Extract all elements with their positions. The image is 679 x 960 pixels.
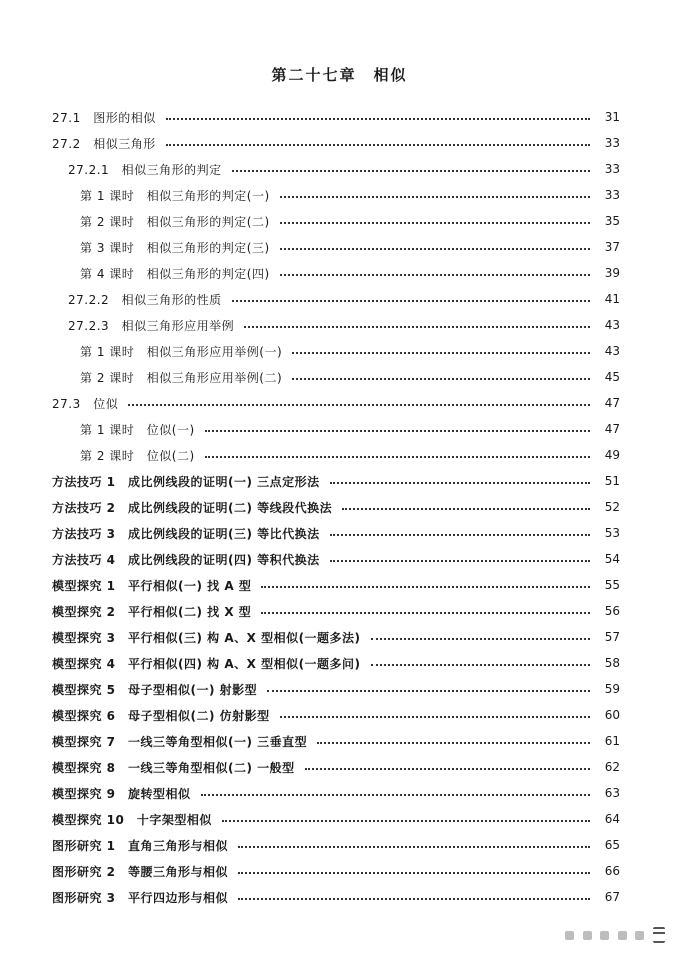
toc-leader-dots [222,820,590,822]
toc-entry-label: 第 2 课时 相似三角形的判定(二) [80,214,270,229]
toc-page-number: 31 [604,110,620,124]
toc-leader-dots [238,846,590,848]
toc-page-number: 62 [604,760,620,774]
thumbnail-icon[interactable] [583,931,592,940]
toc-entry-label: 模型探究 10 十字架型相似 [52,812,212,827]
toc-entry[interactable] [52,624,620,650]
toc-page-number: 35 [604,214,620,228]
toc-entry[interactable] [52,598,620,624]
toc-entry[interactable] [52,338,620,364]
toc-leader-dots [232,170,590,172]
toc-entry[interactable] [52,156,620,182]
toc-entry-label: 图形研究 1 直角三角形与相似 [52,838,229,853]
toc-leader-dots [238,898,590,900]
toc-entry-label: 模型探究 5 母子型相似(一) 射影型 [52,682,258,697]
toc-entry-label: 第 2 课时 相似三角形应用举例(二) [80,370,283,385]
toc-entry[interactable] [52,364,620,390]
toc-entry-label: 模型探究 6 母子型相似(二) 仿射影型 [52,708,270,723]
toc-leader-dots [261,586,590,588]
toc-entry-label: 图形研究 3 平行四边形与相似 [52,890,229,905]
toc-page-number: 67 [604,890,620,904]
thumbnail-icon[interactable] [618,931,627,940]
toc-leader-dots [371,638,590,640]
toc-leader-dots [371,664,590,666]
menu-icon[interactable] [653,927,665,943]
toc-page-number: 43 [604,344,620,358]
thumbnail-icon[interactable] [600,931,609,940]
toc-entry[interactable] [52,286,620,312]
toc-page-number: 56 [604,604,620,618]
toc-leader-dots [205,456,590,458]
toc-entry[interactable] [52,728,620,754]
toc-entry-label: 27.1 图形的相似 [52,110,156,125]
toc-entry[interactable] [52,208,620,234]
toc-entry[interactable] [52,806,620,832]
toc-entry-label: 模型探究 9 旋转型相似 [52,786,191,801]
toc-page-number: 58 [604,656,620,670]
toc-page-number: 54 [604,552,620,566]
toc-entry[interactable] [52,182,620,208]
toc-entry-label: 模型探究 2 平行相似(二) 找 X 型 [52,604,252,619]
toc-page-number: 55 [604,578,620,592]
toc-entry-label: 第 4 课时 相似三角形的判定(四) [80,266,270,281]
toc-entry[interactable] [52,780,620,806]
toc-entry-label: 第 2 课时 位似(二) [80,448,195,463]
toc-entry[interactable] [52,468,620,494]
viewer-toolbar[interactable] [565,924,665,946]
toc-entry[interactable] [52,676,620,702]
toc-leader-dots [205,430,590,432]
toc-entry[interactable] [52,546,620,572]
toc-leader-dots [267,690,590,692]
toc-page-number: 47 [604,396,620,410]
toc-entry[interactable] [52,702,620,728]
toc-page-number: 45 [604,370,620,384]
toc-leader-dots [317,742,590,744]
toc-leader-dots [244,326,590,328]
toc-leader-dots [166,118,590,120]
toc-leader-dots [280,274,590,276]
toc-entry[interactable] [52,858,620,884]
toc-leader-dots [232,300,590,302]
toc-entry-label: 模型探究 3 平行相似(三) 构 A、X 型相似(一题多法) [52,630,361,645]
toc-entry-label: 27.2.2 相似三角形的性质 [68,292,222,307]
toc-leader-dots [280,716,590,718]
toc-leader-dots [261,612,590,614]
toc-page-number: 43 [604,318,620,332]
toc-page-number: 65 [604,838,620,852]
toc-leader-dots [238,872,590,874]
toc-leader-dots [201,794,590,796]
toc-entry[interactable] [52,572,620,598]
toc-entry[interactable] [52,884,620,910]
toc-entry[interactable] [52,130,620,156]
toc-entry[interactable] [52,520,620,546]
toc-page-number: 47 [604,422,620,436]
toc-page-number: 57 [604,630,620,644]
toc-entry-label: 模型探究 7 一线三等角型相似(一) 三垂直型 [52,734,308,749]
toc-page-number: 39 [604,266,620,280]
toc-page-number: 49 [604,448,620,462]
table-of-contents [52,104,620,910]
toc-entry[interactable] [52,260,620,286]
toc-leader-dots [330,534,590,536]
toc-entry-label: 27.2 相似三角形 [52,136,156,151]
toc-page-number: 33 [604,162,620,176]
toc-leader-dots [166,144,590,146]
toc-entry[interactable] [52,104,620,130]
toc-page-number: 63 [604,786,620,800]
toc-entry-label: 第 1 课时 相似三角形的判定(一) [80,188,270,203]
toc-leader-dots [280,196,590,198]
toc-entry-label: 方法技巧 3 成比例线段的证明(三) 等比代换法 [52,526,320,541]
toc-entry[interactable] [52,494,620,520]
toc-leader-dots [280,222,590,224]
toc-entry-label: 模型探究 1 平行相似(一) 找 A 型 [52,578,252,593]
toc-entry-label: 方法技巧 1 成比例线段的证明(一) 三点定形法 [52,474,320,489]
toc-entry[interactable] [52,832,620,858]
toc-entry-label: 方法技巧 4 成比例线段的证明(四) 等积代换法 [52,552,320,567]
toc-leader-dots [305,768,590,770]
toc-entry-label: 模型探究 8 一线三等角型相似(二) 一般型 [52,760,295,775]
toc-leader-dots [330,560,590,562]
toc-leader-dots [330,482,590,484]
thumbnail-icon[interactable] [635,931,644,940]
toc-entry-label: 图形研究 2 等腰三角形与相似 [52,864,229,879]
toc-page-number: 61 [604,734,620,748]
toc-entry[interactable] [52,754,620,780]
toc-page-number: 52 [604,500,620,514]
toc-page-number: 53 [604,526,620,540]
toc-page-number: 51 [604,474,620,488]
toc-page-number: 33 [604,136,620,150]
toc-entry-label: 27.2.3 相似三角形应用举例 [68,318,235,333]
toc-page-number: 64 [604,812,620,826]
toc-entry[interactable] [52,312,620,338]
toc-entry[interactable] [52,650,620,676]
toc-page-number: 59 [604,682,620,696]
toc-entry-label: 27.2.1 相似三角形的判定 [68,162,222,177]
toc-entry[interactable] [52,416,620,442]
toc-page-number: 37 [604,240,620,254]
toc-leader-dots [128,404,590,406]
toc-leader-dots [292,352,590,354]
toc-page-number: 33 [604,188,620,202]
chapter-title: 第二十七章 相似 [271,66,408,84]
toc-entry[interactable] [52,234,620,260]
toc-entry[interactable] [52,442,620,468]
thumbnail-icon[interactable] [565,931,574,940]
toc-page-number: 66 [604,864,620,878]
toc-entry-label: 方法技巧 2 成比例线段的证明(二) 等线段代换法 [52,500,333,515]
toc-entry-label: 第 3 课时 相似三角形的判定(三) [80,240,270,255]
toc-entry-label: 第 1 课时 相似三角形应用举例(一) [80,344,283,359]
toc-leader-dots [342,508,590,510]
toc-leader-dots [292,378,590,380]
toc-leader-dots [280,248,590,250]
toc-page-number: 60 [604,708,620,722]
toc-entry-label: 第 1 课时 位似(一) [80,422,195,437]
toc-entry-label: 27.3 位似 [52,396,119,411]
toc-page-number: 41 [604,292,620,306]
toc-entry-label: 模型探究 4 平行相似(四) 构 A、X 型相似(一题多问) [52,656,361,671]
toc-entry[interactable] [52,390,620,416]
